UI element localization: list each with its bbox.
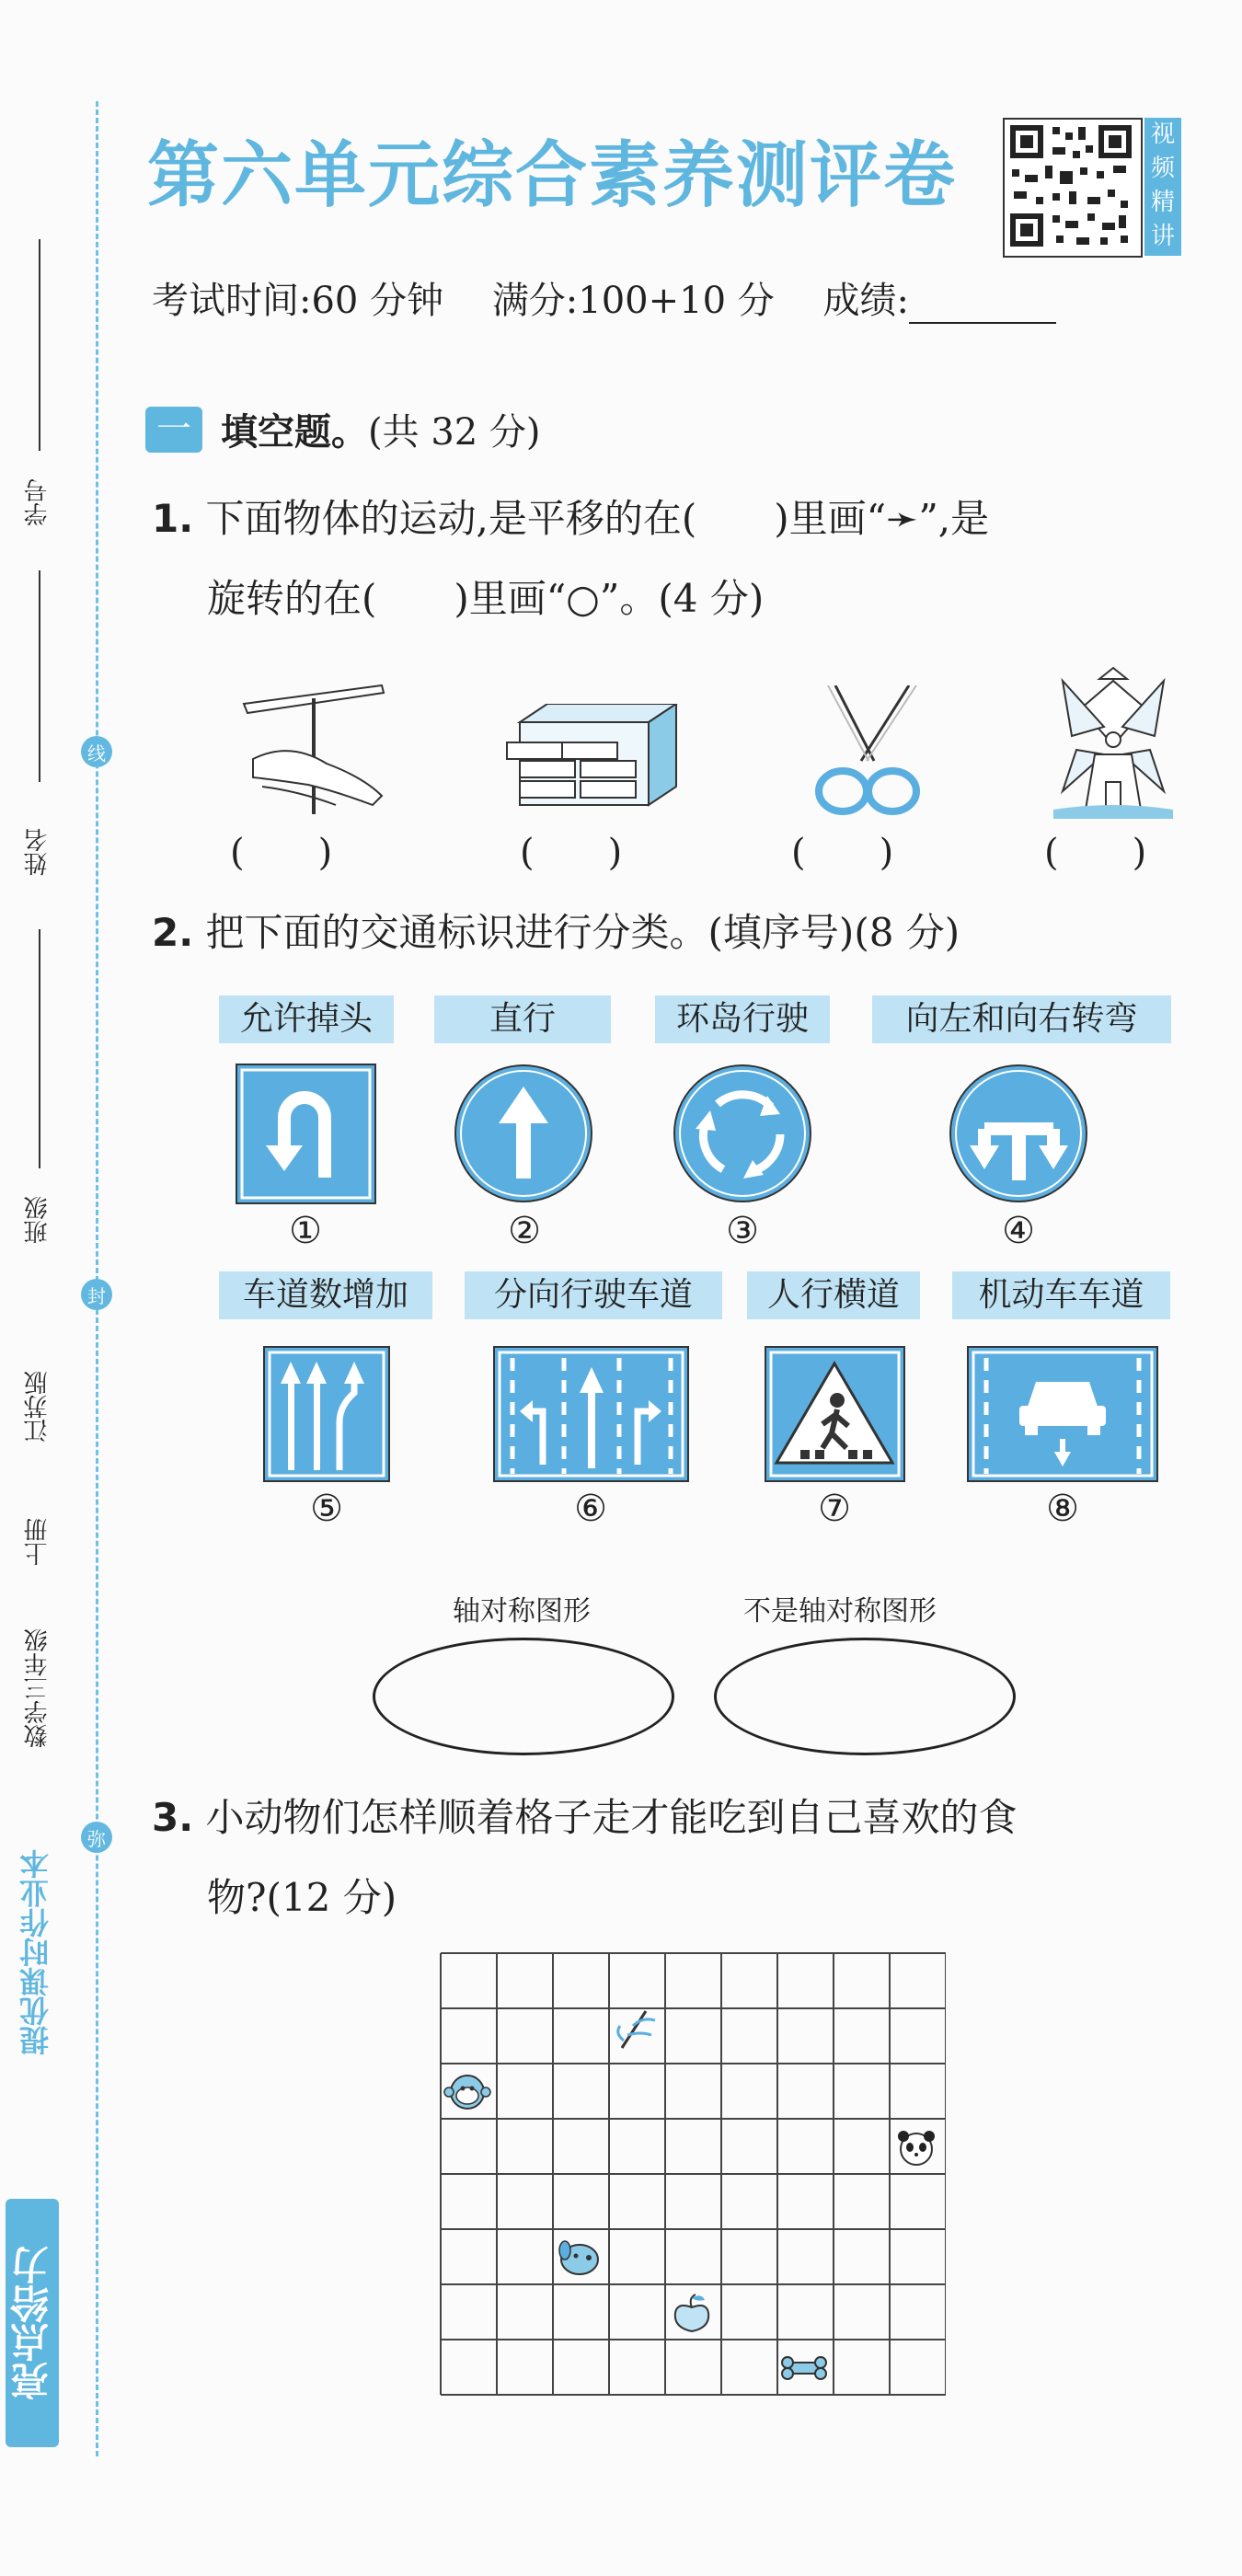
go-straight-sign — [453, 1063, 595, 1205]
class-label: 班级 — [24, 1196, 52, 1244]
q1-answer-3[interactable]: ( ) — [791, 832, 894, 874]
volume-label: 上册 — [24, 1518, 52, 1566]
split-lane-sign — [492, 1345, 690, 1483]
name-label: 姓名 — [24, 828, 52, 876]
q1-answer-2[interactable]: ( ) — [520, 832, 623, 874]
sign-label-1: 允许掉头 — [219, 995, 394, 1043]
section-title — [221, 403, 541, 455]
panda-icon — [898, 2131, 935, 2165]
section-points: (共 32 分) — [368, 411, 541, 454]
exam-time: 考试时间:60 分钟 — [152, 280, 444, 322]
q1-number: 1. — [152, 496, 194, 541]
roundabout-sign — [672, 1063, 814, 1205]
q3-line2: 物?(12 分) — [207, 1875, 397, 1920]
score-label: 成绩: — [822, 280, 909, 322]
qr-video-tag: 视频精讲 — [1144, 118, 1181, 256]
sign-num-7: ⑦ — [818, 1488, 851, 1530]
sign-label-4: 向左和向右转弯 — [872, 995, 1171, 1043]
student-id-line — [39, 239, 40, 451]
sign-label-7: 人行横道 — [747, 1271, 920, 1319]
lane-increase-sign — [262, 1345, 391, 1483]
bamboo-dragonfly-image — [235, 676, 391, 814]
group-a-label: 轴对称图形 — [453, 1595, 591, 1627]
movement-grid — [440, 1952, 946, 2403]
monkey-icon — [444, 2076, 490, 2109]
turn-left-right-sign — [948, 1063, 1090, 1205]
brand-strip — [6, 1849, 63, 2456]
name-line — [39, 929, 40, 1168]
seal-mark-feng: 封 — [81, 1279, 112, 1310]
group-b-ellipse[interactable] — [714, 1638, 1016, 1755]
q2-number: 2. — [152, 910, 194, 955]
q2-text: 把下面的交通标识进行分类。(填序号)(8 分) — [205, 910, 960, 955]
seal-mark-xian: 线 — [81, 736, 112, 767]
q1-text-1: 下面物体的运动,是平移的在( )里画“➛”,是 — [205, 496, 990, 541]
sign-num-6: ⑥ — [574, 1488, 607, 1530]
exam-full-score: 满分:100+10 分 — [491, 280, 775, 322]
grade-label: 数学三年级 — [24, 1628, 52, 1748]
windmill-image — [1053, 662, 1173, 819]
motor-vehicle-lane-sign — [966, 1345, 1159, 1483]
student-id-label: 学号 — [24, 478, 52, 526]
u-turn-sign — [235, 1063, 377, 1205]
scissors-image — [808, 685, 927, 823]
edition-label: 江苏版 — [24, 1371, 52, 1443]
group-b-label: 不是轴对称图形 — [743, 1595, 937, 1627]
sign-num-8: ⑧ — [1046, 1488, 1079, 1530]
page-title: 第六单元综合素养测评卷 — [147, 134, 958, 217]
q1-line1 — [152, 478, 989, 559]
sign-num-1: ① — [289, 1210, 322, 1252]
bamboo-food-icon — [618, 2011, 655, 2048]
q1-line2: 旋转的在( )里画“○”。(4 分) — [207, 576, 765, 621]
sign-label-8: 机动车车道 — [952, 1271, 1170, 1319]
sign-num-2: ② — [508, 1210, 541, 1252]
crosswalk-sign — [764, 1345, 906, 1483]
group-a-ellipse[interactable] — [373, 1638, 674, 1755]
name-line-top — [39, 570, 40, 782]
peach-food-icon — [675, 2294, 708, 2331]
section-title-text: 填空题。 — [221, 411, 368, 454]
q1-answer-1[interactable]: ( ) — [230, 832, 333, 874]
dog-icon — [559, 2241, 598, 2274]
sign-num-3: ③ — [726, 1210, 759, 1252]
sign-label-3: 环岛行驶 — [655, 995, 830, 1043]
q3-number: 3. — [152, 1795, 194, 1840]
seal-mark-mi: 弥 — [81, 1822, 112, 1853]
sign-label-5: 车道数增加 — [219, 1271, 432, 1319]
sign-label-2: 直行 — [434, 995, 611, 1043]
bone-food-icon — [782, 2357, 826, 2379]
drawer-cabinet-image — [501, 704, 685, 814]
score-blank[interactable] — [909, 294, 1056, 324]
sign-num-4: ④ — [1002, 1210, 1035, 1252]
sign-num-5: ⑤ — [310, 1488, 343, 1530]
exam-info — [152, 271, 1056, 324]
brand-subtitle: 提优课时作业本 — [18, 1849, 53, 2055]
q3-text-1: 小动物们怎样顺着格子走才能吃到自己喜欢的食 — [205, 1795, 1018, 1840]
q1-answer-4[interactable]: ( ) — [1044, 832, 1147, 874]
sign-label-6: 分向行驶车道 — [465, 1271, 722, 1319]
qr-code — [1003, 118, 1143, 258]
brand-logo-text: 亮点给力 — [6, 2199, 59, 2447]
q3-line1 — [152, 1777, 1018, 1858]
section-number: 一 — [145, 407, 202, 453]
q2-line — [152, 892, 960, 973]
